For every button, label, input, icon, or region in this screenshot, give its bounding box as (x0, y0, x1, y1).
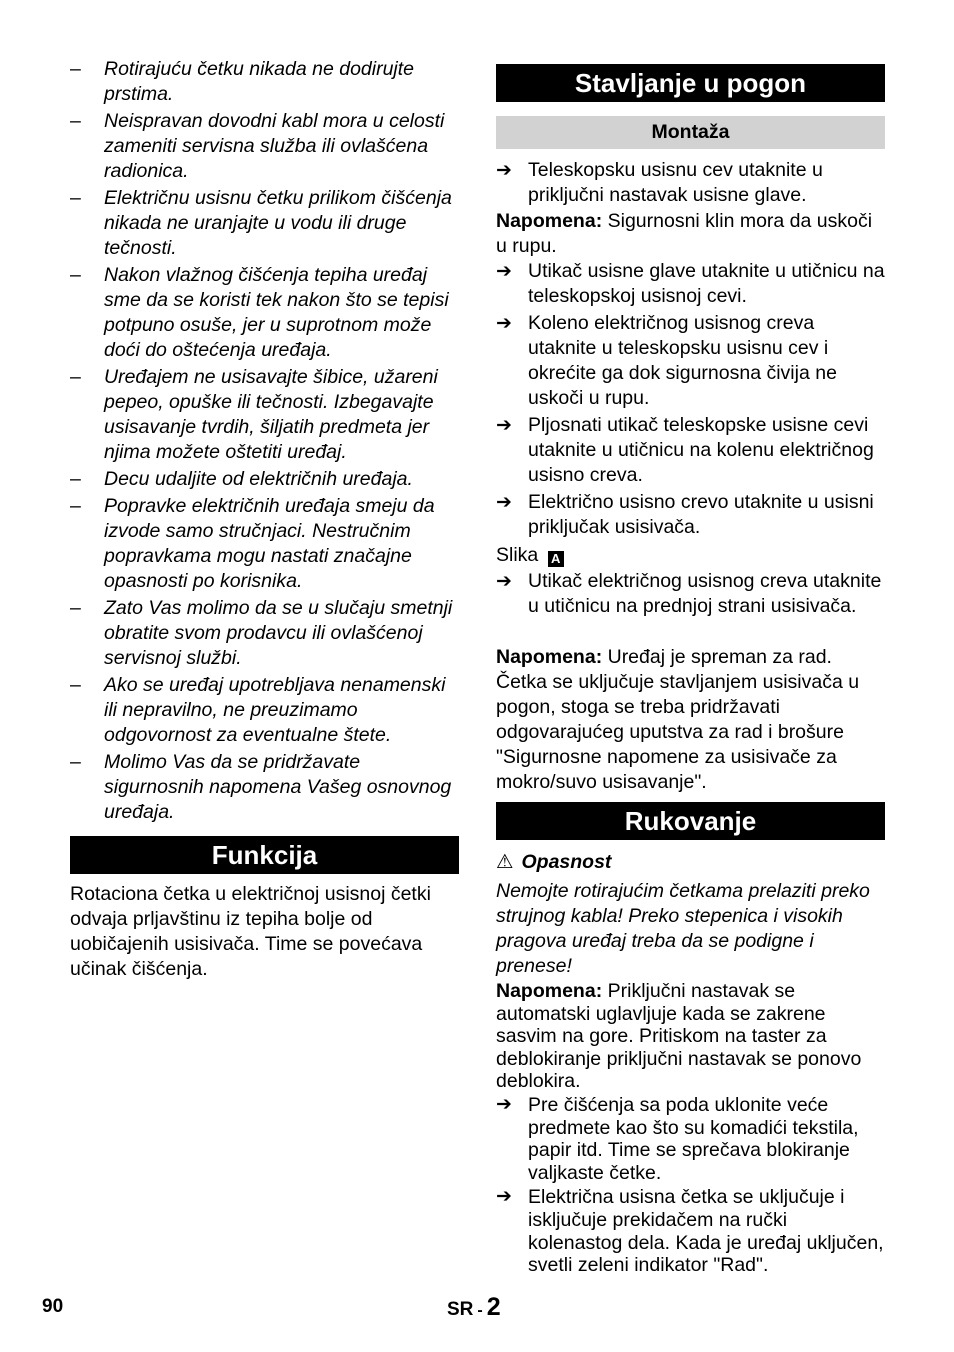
warning-heading: ⚠ Opasnost (496, 851, 612, 873)
figure-a-label: A (548, 551, 564, 567)
note-3: Napomena: Priključni nastavak se automatski uglavljuje kada se zakrene sasvim na gore. Pritiskom na taster za deblokiranje priključni nastavak se ponovo deblokira. (496, 980, 862, 1093)
section-page-label: SR - 2 (447, 1293, 501, 1321)
list-item: – Neispravan dovodni kabl mora u celosti zameniti servisna služba ili ovlašćena radionica. (70, 110, 445, 182)
list-item: ➔ Električno usisno crevo utaknite u usisni priključak usisivača. (496, 491, 874, 538)
list-item: ➔ Utikač usisne glave utaknite u utičnicu na teleskopskoj usisnoj cevi. (496, 260, 885, 307)
list-item: ➔ Teleskopsku usisnu cev utaknite u priključni nastavak usisne glave. (496, 159, 823, 206)
figure-reference: Slika A (496, 543, 564, 568)
stavljanje-u-pogon-heading: Stavljanje u pogon (496, 64, 885, 102)
arrow-right-icon: ➔ (496, 261, 512, 282)
list-item: – Uređajem ne usisavajte šibice, užareni pepeo, opuške ili tečnosti. Izbegavajte usisavanje tvrdih, šiljatih predmeta jer njima možete oštetiti uređaj. (70, 366, 438, 463)
note-1: Napomena: Sigurnosni klin mora da uskoči u rupu. (496, 210, 873, 257)
rukovanje-heading: Rukovanje (496, 802, 885, 840)
list-item: ➔ Koleno električnog usisnog creva utaknite u teleskopsku usisnu cev i okrećite ga dok sigurnosna čivija ne uskoči u rupu. (496, 312, 837, 409)
montaza-subheading: Montaža (496, 116, 885, 149)
list-item: ➔ Pre čišćenja sa poda uklonite veće predmete kao što su komadići tekstila, papir itd. Time se sprečava blokiranje valjkaste četke. (496, 1094, 859, 1184)
list-item: ➔ Utikač električnog usisnog creva utaknite u utičnicu na prednjoj strani usisivača. (496, 570, 882, 617)
list-item: ➔ Električna usisna četka se uključuje i isključuje prekidačem na ručki kolenastog dela. Kada je uređaj uključen, svetli zeleni indikator "Rad". (496, 1186, 884, 1277)
arrow-right-icon: ➔ (496, 571, 512, 592)
safety-bullet-list (70, 57, 460, 827)
list-item: – Zato Vas molimo da se u slučaju smetnji obratite svom prodavcu ili ovlašćenoj servisnoj službi. (70, 597, 453, 669)
montaza-steps-b (496, 259, 885, 540)
page-number: 90 (42, 1296, 64, 1317)
arrow-right-icon: ➔ (496, 492, 512, 513)
arrow-right-icon: ➔ (496, 415, 512, 436)
list-item: – Nakon vlažnog čišćenja tepiha uređaj sme da se koristi tek nakon što se tepisi potpuno osuše, jer u suprotnom može doći do oštećenja uređaja. (70, 264, 449, 361)
list-item: – Popravke električnih uređaja smeju da izvode samo stručnjaci. Nestručnim popravkama mogu nastati značajne opasnosti po korisnika. (70, 495, 435, 592)
funkcija-heading: Funkcija (70, 836, 459, 874)
list-item: – Molimo Vas da se pridržavate sigurnosnih napomena Vašeg osnovnog uređaja. (70, 751, 452, 823)
list-item: – Ako se uređaj upotrebljava nenamenski ili nepravilno, ne preuzimamo odgovornost za eventualne štete. (70, 674, 446, 746)
list-item: – Rotirajuću četku nikada ne dodirujte prstima. (70, 58, 415, 105)
list-item: – Decu udaljite od električnih uređaja. (70, 468, 413, 490)
arrow-right-icon: ➔ (496, 1186, 512, 1208)
list-item: – Električnu usisnu četku prilikom čišćenja nikada ne uranjajte u vodu ili druge tečnosti. (70, 187, 452, 259)
note-2: Napomena: Uređaj je spreman za rad. Četka se uključuje stavljanjem usisivača u pogon, stoga se treba pridržavati odgovarajućeg uputstva za rad i brošure "Sigurnosne napomene za usisivače za mokro/suvo usisavanje". (496, 646, 860, 793)
arrow-right-icon: ➔ (496, 1094, 512, 1115)
arrow-right-icon: ➔ (496, 313, 512, 334)
funkcija-paragraph: Rotaciona četka u električnoj usisnoj četki odvaja prljavštinu iz tepiha bolje od uobičajenih usisivača. Time se povećava učinak čišćenja. (70, 883, 431, 980)
montaza-steps-c (496, 569, 885, 619)
montaza-steps-a (496, 158, 885, 208)
warning-text: Nemojte rotirajućim četkama prelaziti preko strujnog kabla! Preko stepenica i visokih pragova uređaj treba da se podigne i prenese! (496, 880, 870, 977)
list-item: ➔ Pljosnati utikač teleskopske usisne cevi utaknite u utičnicu na kolenu električnog usisno creva. (496, 414, 874, 486)
warning-triangle-icon: ⚠ (496, 851, 514, 873)
rukovanje-steps (496, 1094, 885, 1277)
arrow-right-icon: ➔ (496, 160, 512, 181)
